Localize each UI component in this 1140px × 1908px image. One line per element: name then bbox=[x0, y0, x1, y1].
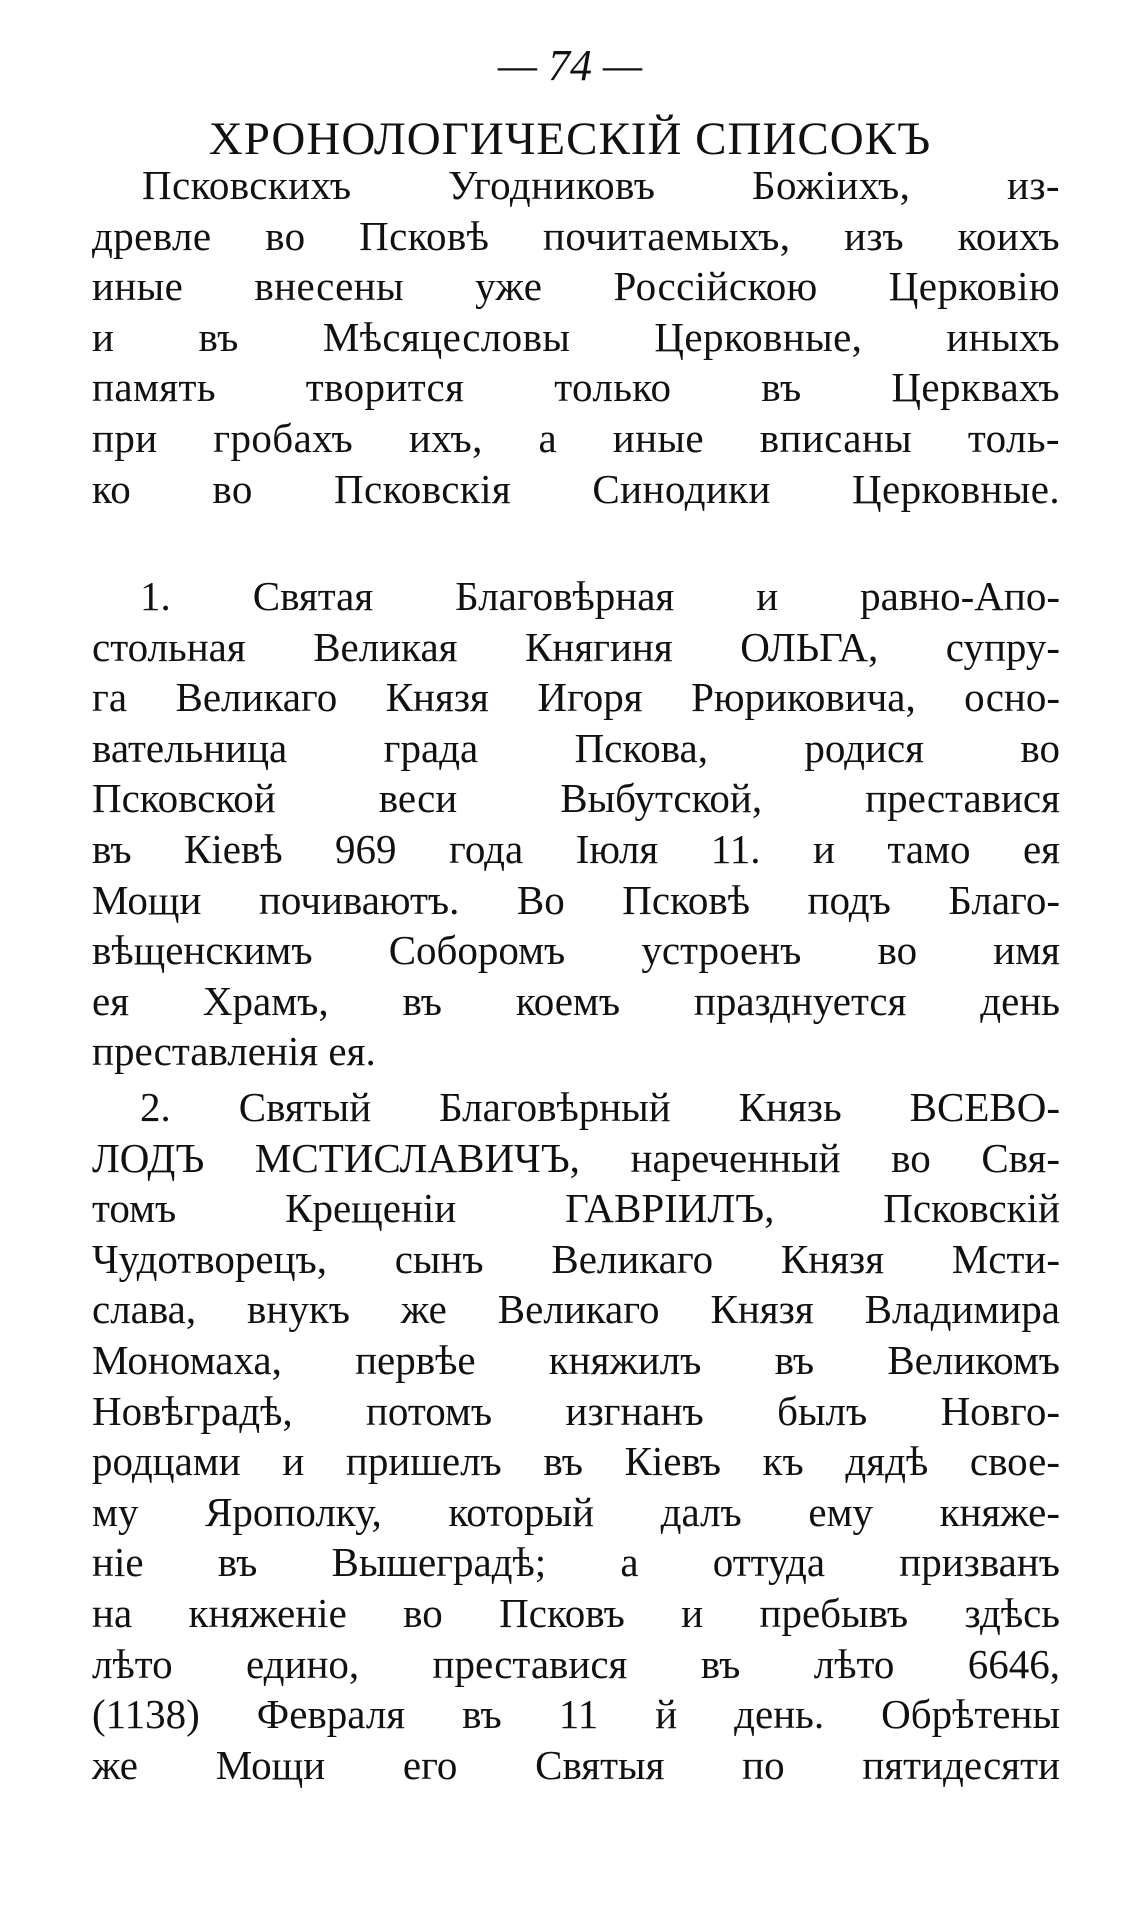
text-line: Мономаха, первѣе княжилъ въ Великомъ bbox=[92, 1336, 1060, 1383]
text-line: же Мощи его Святыя по пятидесяти bbox=[92, 1741, 1060, 1788]
text-line: лѣто едино, преставися въ лѣто 6646, bbox=[92, 1640, 1060, 1687]
text-line: память творится только въ Церквахъ bbox=[92, 364, 1060, 411]
text-line: ко во Псковскія Синодики Церковные. bbox=[92, 465, 1060, 512]
text-line: древле во Псковѣ почитаемыхъ, изъ коихъ bbox=[92, 212, 1060, 259]
text-line: Псковскихъ Угодниковъ Божіихъ, из- bbox=[142, 162, 1060, 208]
text-line: Мощи почиваютъ. Во Псковѣ подъ Благо- bbox=[92, 876, 1060, 923]
text-line: ніе въ Вышеградѣ; а оттуда призванъ bbox=[92, 1539, 1060, 1586]
text-line: при гробахъ ихъ, а иные вписаны толь- bbox=[92, 414, 1060, 461]
text-line: родцами и пришелъ въ Кіевъ къ дядѣ свое- bbox=[92, 1438, 1060, 1485]
intro-paragraph bbox=[92, 160, 1060, 514]
page-number: — 74 — bbox=[497, 41, 643, 90]
text-line: му Ярополку, который далъ ему княже- bbox=[92, 1488, 1060, 1535]
text-line: Псковской веси Выбутской, преставися bbox=[92, 775, 1060, 822]
text-line: слава, внукъ же Великаго Князя Владимира bbox=[92, 1286, 1060, 1333]
text-line: ея Храмъ, въ коемъ празднуется день bbox=[92, 977, 1060, 1024]
text-line: 1. Святая Благовѣрная и равно-Апо- bbox=[140, 573, 1060, 619]
text-line: вѣщенскимъ Соборомъ устроенъ во имя bbox=[92, 927, 1060, 974]
text-line: преставленія ея. bbox=[92, 1028, 376, 1075]
page-title: ХРОНОЛОГИЧЕСКІЙ СПИСОКЪ bbox=[208, 113, 932, 165]
text-line: вательница града Пскова, родися во bbox=[92, 724, 1060, 771]
entry-olga bbox=[92, 571, 1060, 1077]
text-line: 2. Святый Благовѣрный Князь ВСЕВО- bbox=[140, 1084, 1060, 1130]
text-line: га Великаго Князя Игоря Рюриковича, осно- bbox=[92, 674, 1060, 721]
text-line: (1138) Февраля въ 11 й день. Обрѣтены bbox=[92, 1691, 1060, 1738]
entry-vsevolod bbox=[92, 1082, 1060, 1790]
text-line: ЛОДЪ МСТИСЛАВИЧЪ, нареченный во Свя- bbox=[92, 1134, 1060, 1181]
text-line: томъ Крещеніи ГАВРІИЛЪ, Псковскій bbox=[92, 1185, 1060, 1232]
text-line: иные внесены уже Россійскою Церковію bbox=[92, 263, 1060, 310]
text-line: Новѣградѣ, потомъ изгнанъ былъ Новго- bbox=[92, 1387, 1060, 1434]
text-line: на княженіе во Псковъ и пребывъ здѣсь bbox=[92, 1589, 1060, 1636]
text-line: и въ Мѣсяцесловы Церковные, иныхъ bbox=[92, 313, 1060, 360]
text-line: стольная Великая Княгиня ОЛЬГА, супру- bbox=[92, 623, 1060, 670]
text-line: въ Кіевѣ 969 года Іюля 11. и тамо ея bbox=[92, 825, 1060, 872]
text-line: Чудотворецъ, сынъ Великаго Князя Мсти- bbox=[92, 1235, 1060, 1282]
